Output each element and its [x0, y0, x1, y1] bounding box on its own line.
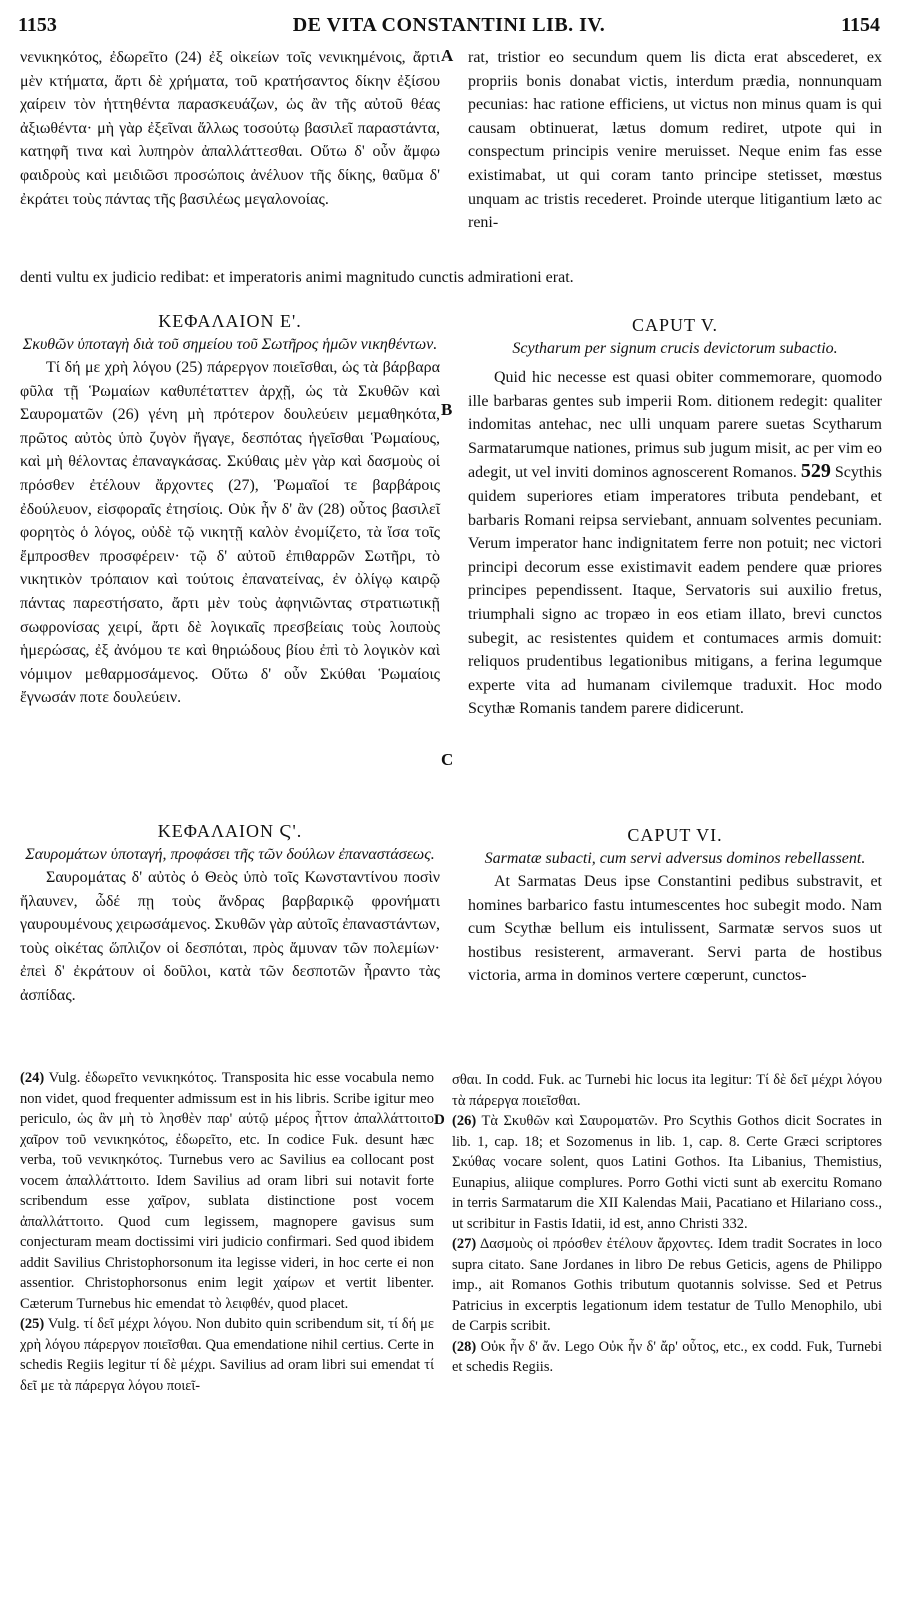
footnote-24 [20, 1068, 434, 1314]
margin-marker-c: C [441, 750, 454, 769]
left-page-number: 1153 [18, 14, 57, 36]
latin-chapter-6-heading: CAPUT VI. [627, 825, 723, 845]
greek-chapter-5-subtitle: Σκυθῶν ὑποταγὴ διὰ τοῦ σημείου τοῦ Σωτῆρος ἡμῶν νικηθέντων. [22, 336, 438, 353]
latin-chapter-5-subtitle: Scytharum per signum crucis devictorum subactio. [512, 340, 838, 357]
footnote-26 [452, 1111, 882, 1234]
footnote-27-text: Δασμοὺς οἱ πρόσθεν ἐτέλουν ἄρχοντες. Idem tradit Socrates in loco supra citato. Sane Jordanes in libro De rebus Geticis, agens de Philippo imp., ait Romanos Gothis tributum quotannis solvisse. Sed et Petrus Patricius in excerptis legationum idem testatur de Tullo Menophilo, ubi de Carpis scribit. [452, 1236, 882, 1334]
margin-marker-a: A [441, 46, 454, 65]
greek-chapter-6-heading: ΚΕΦΑΛΑΙΟΝ Ϛ'. [157, 821, 303, 841]
latin-chapter-6-text: At Sarmatas Deus ipse Constantini pedibus substravit, et homines barbarico fastu intumescentes hoc subegit modo. Nam cum Scythæ bellum eis intulissent, Sarmatæ servos suos ut hostibus resisterent, armaverant. Servi parta de hostibus victoria, arma in dominos vertere cœperunt, cunctos- [468, 873, 882, 985]
greek-chapter-5-text: Τί δή με χρὴ λόγου (25) πάρεργον ποιεῖσθαι, ὡς τὰ βάρβαρα φῦλα τῇ Ῥωμαίων καθυπέταττεν ἀρχῇ, ὡς τὰ Σκυθῶν καὶ Σαυροματῶν (26) γένη μὴ πρότερον δουλεύειν μεμαθηκότα, πρῶτος αὐτὸς ὑπὸ ζυγὸν ἤγαγε, δεσπότας ἡγεῖσθαι Ῥωμαίους, καὶ μὴ θέλοντας ἐπαναγκάσας. Σκύθαις μὲν γὰρ καὶ δασμοὺς οἱ πρόσθεν ἐτέλουν ἄρχοντες (27), Ῥωμαῖοί τε βαρβάροις ἐδούλευον, εἰσφοραῖς ἐτησίοις. Οὐκ ἦν δ' ἂν (28) οὗτος βασιλεῖ φορητὸς ὁ λόγος, οὐδὲ τῷ νικητῇ καλὸν ἐνομίζετο, τὰ ἴσα τοῖς ἔμπροσθεν προσφέρειν· τῷ δ' αὐτοῦ ἐπιθαρρῶν Σωτῆρι, τὸ νικητικὸν τρόπαιον καὶ τούτοις ἐπανατείνας, ἐν ὀλίγῳ καιρῷ πάντας παρεστήσατο, ἄρτι μὲν τοὺς ἀφηνιῶντας στρατιωτικῇ σωφρονίσας χειρί, ἄρτι δὲ λογικαῖς πρεσβείαις τοὺς λοιποὺς ἡμερώσας, ἐξ ἀνόμου τε καὶ θηριώδους βίου ἐπὶ τὸ λογικὸν καὶ νόμιμον μεθαρμοσάμενος. Οὕτω δ' οὖν Σκύθαι Ῥωμαίοις ἔγνωσάν ποτε δουλεύειν. [20, 359, 440, 707]
footnote-26-text: Τὰ Σκυθῶν καὶ Σαυροματῶν. Pro Scythis Gothos dicit Socrates in lib. 1, cap. 18; et Sozomenus in lib. 1, cap. 8. Certe Græci scriptores Σκύθας vocare solent, quos Latini Gothos. Ita Libanius, Themistius, Eunapius, aliique complures. Porro Gothi victi sunt ab exercitu Romano in terris Sarmatarum die XII Kalendas Maii, Pacatiano et Hilariano coss., ut scribitur in Fastis Idatii, id est, anno Christi 332. [452, 1113, 882, 1232]
footnote-26-label: (26) [452, 1113, 477, 1129]
spanning-line: denti vultu ex judicio redibat: et imperatoris animi magnitudo cunctis admirationi erat. [20, 269, 574, 286]
footnote-28-label: (28) [452, 1338, 477, 1355]
latin-chapter-5 [468, 312, 882, 721]
footnote-24-label: (24) [20, 1070, 45, 1086]
running-header [18, 14, 880, 40]
footnote-27 [452, 1234, 882, 1337]
footnote-25-continued: σθαι. In codd. Fuk. ac Turnebi hic locus ita legitur: Τί δὲ δεῖ μέχρι λόγου τὰ πάρεργα ποιεῖσθαι. [452, 1072, 882, 1109]
footnote-25-label: (25) [20, 1316, 45, 1332]
greek-chapter-5 [20, 308, 440, 710]
right-page-number: 1154 [841, 14, 880, 36]
footnotes-right-column [452, 1070, 882, 1378]
latin-chapter-6 [468, 822, 882, 988]
footnote-27-label: (27) [452, 1236, 477, 1252]
margin-marker-b: B [441, 400, 453, 419]
footnote-28-text: Οὐκ ἦν δ' ἄν. Lego Οὐκ ἦν δ' ἄρ' οὗτος, etc., ex codd. Fuk, Turnebi et schedis Regiis. [452, 1338, 883, 1375]
greek-chapter-5-heading: ΚΕΦΑΛΑΙΟΝ Ε'. [158, 311, 302, 331]
latin-top-paragraph: rat, tristior eo secundum quem lis dicta erat abscederet, ex propriis bonis donabat victis, interdum prædia, nonnunquam pecunias: hac ratione efficiens, ut victus non minus quam is qui causam obtinuerat, lætus domum rediret, utpote qui in conspectum principis venire meruisset. Neque enim fas esse existimabat, ut qui coram tanto principe stetisset, mœstus unquam ac tristis recederet. Proinde uterque litigantium læto ac reni- [468, 49, 882, 232]
footnotes-left-column [20, 1068, 434, 1396]
margin-marker-d: D [434, 1112, 445, 1128]
footnote-24-text: Vulg. ἐδωρεῖτο νενικηκότος. Transposita hic esse vocabula nemo non videt, quod frequenter admissum est in his libris. Scribe igitur meo periculo, ὡς ἂν μὴ τὸ λησθὲν παρ' αὐτῷ μέρος ἧττον ἀπαλλάττοιτο χαῖρον τοῦ νενικηκότος, ἐδωρεῖτο, etc. In codice Fuk. desunt hæc verba, τοῦ νενικηκότος. Turnebus vero ac Savilius ea collocant post vocem ἀπαλλάττοιτο. Idem Savilius ad oram libri sui notavit forte scribendum esse χαῖρον, sublata distinctione post vocem ἀπαλλάττοιτο. Quod cum legissem, magnopere gavisus sum conjecturam meam doctissimi viri judicio confirmari. Sed quod ibidem addit Savilius Christophorsonum ita legisse videri, in hoc certe ei non assentior. Christophorsonus enim legit χαίρων et vertit libenter. Cæterum Turnebus hic emendat τὸ λειφθέν, quod placet. [20, 1070, 434, 1312]
footnote-25-text: Vulg. τί δεῖ μέχρι λόγου. Non dubito quin scribendum sit, τί δή με χρὴ λόγου πάρεργον ποιεῖσθαι. Qua emendatione nihil certius. Certe in schedis Regiis legitur τί δὲ μέχρι. Savilius ad oram libri sui emendat τί δεῖ με τὰ πάρεργα λόγου ποιεῖ- [20, 1316, 434, 1394]
latin-chapter-5-text-b: Scythis quidem superiores etiam imperatores tributa pendebant, et barbaris Romani reipsa serviebant, annuam solventes pecuniam. Verum imperator hanc indignitatem ferre non potuit; nec victori principi decorum esse existimavit eadem pendere quæ priores principes pependissent. Itaque, Servatoris sui auxilio fretus, triumphali signo ac tropæo in eos etiam illato, brevi cunctos subegit, ac resistentes quidem et contumaces armis domuit: reliquos prudentibus legationibus mitigans, a ferina legumque experte vita ad humanam civilemque traduxit. Hoc modo Scythæ Romanis tandem parere didicerunt. [468, 464, 883, 718]
latin-chapter-6-subtitle: Sarmatæ subacti, cum servi adversus dominos rebellassent. [484, 850, 866, 867]
latin-chapter-5-text [468, 366, 882, 721]
greek-top-paragraph: νενικηκότος, ἐδωρεῖτο (24) ἐξ οἰκείων τοῖς νενικημένοις, ἄρτι μὲν κτήματα, ἄρτι δὲ χρήματα, τοῦ κρατήσαντος δίκην ἐξίσου χαίρειν τὸν ἡττηθέντα παρασκευάζων, ὡς ἂν τῆς αὐτοῦ θέας ἀξιωθέντα· μὴ γὰρ ἐξεῖναι ἄλλως τοσούτῳ βασιλεῖ παραστάντα, κατηφῆ τινα καὶ λυπηρὸν ἀπαλλάττεσθαι. Οὕτω δ' οὖν ἄμφω φαιδροὺς καὶ μειδιῶσι προσώποις ἀνέλυον τῆς δίκης, θαῦμα δ' ἐκράτει τοὺς πάντας τῆς βασιλέως μεγαλονοίας. [20, 49, 440, 208]
running-title: DE VITA CONSTANTINI LIB. IV. [292, 14, 606, 36]
latin-chapter-5-text-a: Quid hic necesse est quasi obiter commemorare, quomodo ille barbaras gentes sub imperii Rom. ditionem redegit: qualiter indomitas antehac, nec ulli unquam parere suetas Scytharum Sarmatarumque nationes, primus sub jugum misit, ac per vim eo adegit, ut vel inviti dominos agnoscerent Romanos. [468, 369, 882, 482]
column-number-529: 529 [800, 460, 831, 483]
latin-chapter-5-heading: CAPUT V. [631, 315, 719, 335]
greek-chapter-6-subtitle: Σαυρομάτων ὑποταγή, προφάσει τῆς τῶν δούλων ἐπαναστάσεως. [25, 846, 435, 863]
footnote-25 [20, 1314, 434, 1396]
footnote-28 [452, 1337, 882, 1378]
greek-chapter-6-text: Σαυρομάτας δ' αὐτὸς ὁ Θεὸς ὑπὸ τοῖς Κωνσταντίνου ποσὶν ἤλαυνεν, ὧδέ πῃ τοὺς ἄνδρας βαρβαρικῷ φρονήματι γαυρουμένους χειρωσάμενος. Σκυθῶν γὰρ αὐτοῖς ἐπαναστάντων, τοὺς οἰκέτας ὥπλιζον οἱ δεσπόται, πρὸς ἄμυναν τῶν πολεμίων· ἐπεὶ δ' ἐκράτουν οἱ δοῦλοι, κατὰ τῶν δεσποτῶν ἦραντο τὰς ἀσπίδας. [20, 869, 440, 1004]
greek-chapter-6 [20, 818, 440, 1008]
